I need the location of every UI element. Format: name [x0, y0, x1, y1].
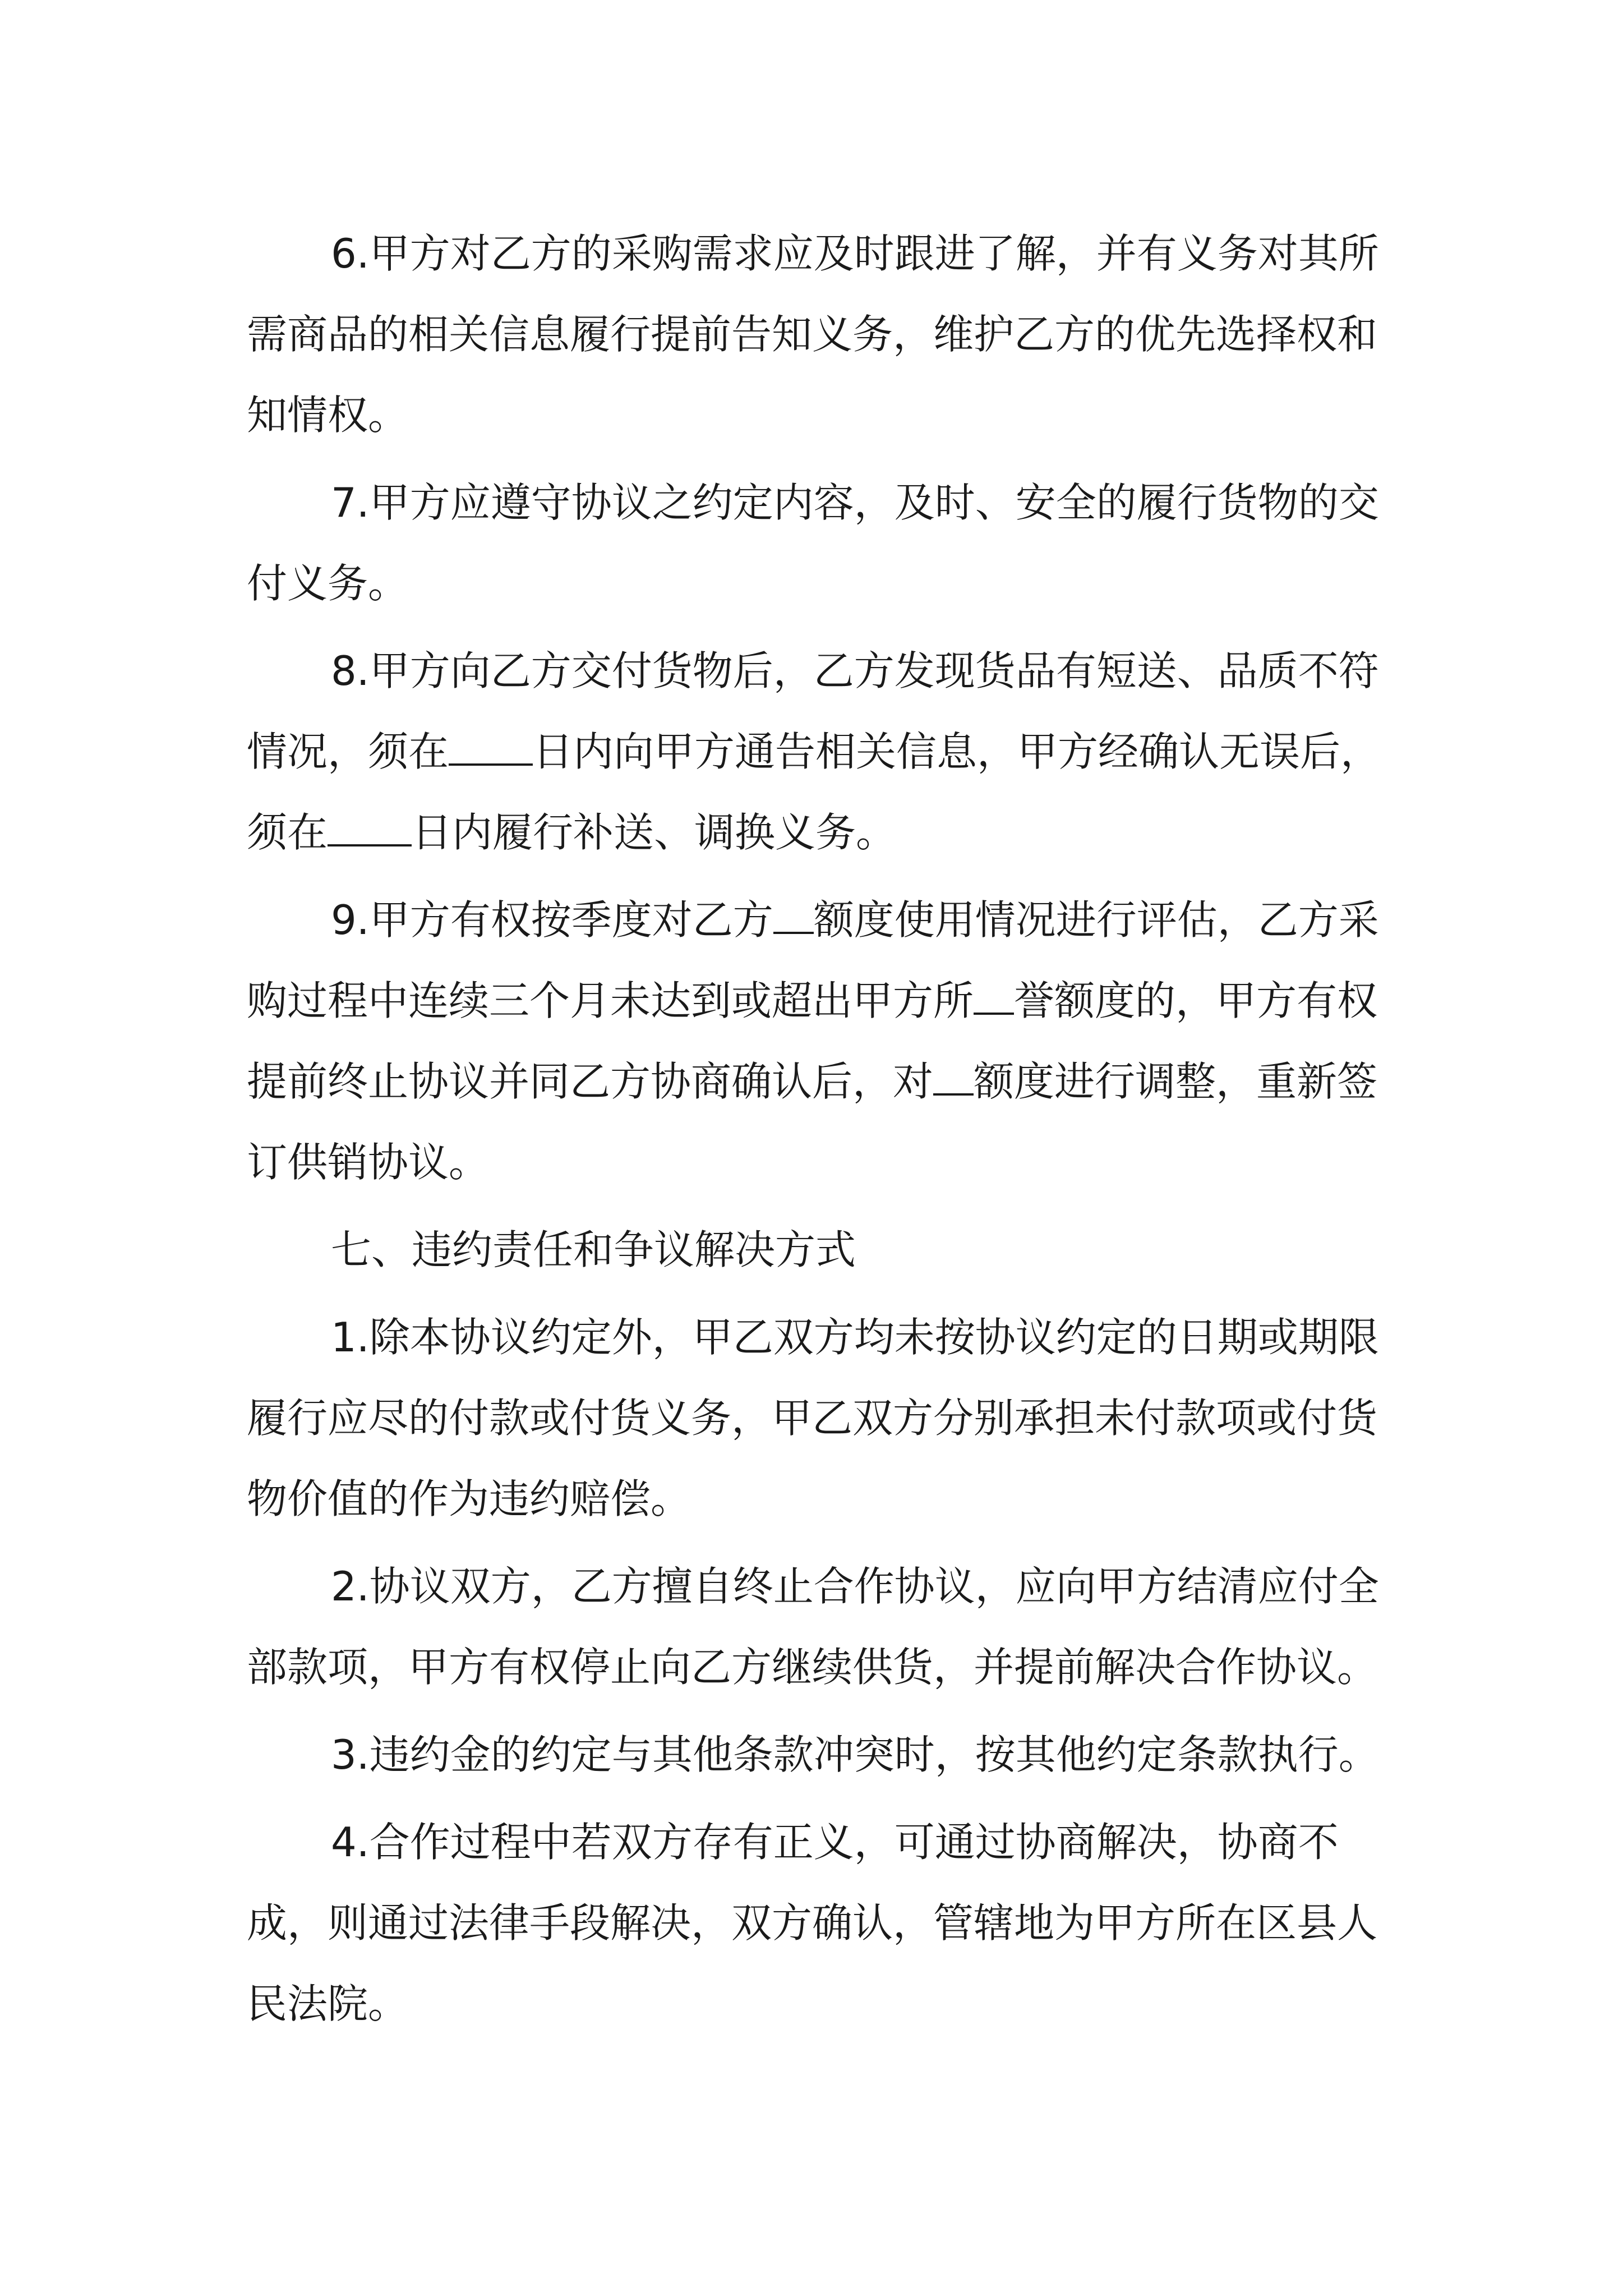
clause-9-text-part-3: 誉额度的，甲方有权提前终止协议并同乙方协商确认后，对 [247, 977, 1378, 1105]
paragraph-section-7-clause-1 [247, 1297, 1391, 1539]
section-7-clause-3-text: 3.违约金的约定与其他条款冲突时，按其他约定条款执行。 [331, 1731, 1379, 1778]
clause-8-text-part-2: 日内向甲方通告相关信息，甲方经确认无误后，须在 [247, 728, 1381, 856]
section-7-clause-4-text: 4.合作过程中若双方存有正义，可通过协商解决，协商不成，则通过法律手段解决，双方确认，管辖地为甲方所在区县人民法院。 [247, 1819, 1378, 2027]
fill-in-blank [933, 1059, 974, 1096]
fill-in-blank [449, 729, 533, 766]
section-7-clause-1-text: 1.除本协议约定外，甲乙双方均未按协议约定的日期或期限履行应尽的付款或付货义务，甲乙双方分别承担未付款项或付货物价值的作为违约赔偿。 [247, 1314, 1379, 1522]
paragraph-clause-8 [247, 631, 1391, 873]
clause-6-text: 6.甲方对乙方的采购需求应及时跟进了解，并有义务对其所需商品的相关信息履行提前告知义务，维护乙方的优先选择权和知情权。 [247, 230, 1379, 439]
fill-in-blank [773, 897, 814, 934]
paragraph-section-7-clause-3 [247, 1714, 1391, 1795]
clause-7-text: 7.甲方应遵守协议之约定内容，及时、安全的履行货物的交付义务。 [247, 479, 1379, 607]
paragraph-section-7-clause-4 [247, 1802, 1391, 2044]
section-7-clause-2-text: 2.协议双方，乙方擅自终止合作协议，应向甲方结清应付全部款项，甲方有权停止向乙方继续供货，并提前解决合作协议。 [247, 1563, 1379, 1691]
paragraph-clause-6 [247, 213, 1391, 455]
paragraph-clause-9 [247, 880, 1391, 1203]
clause-9-text-part-2: 额度使用情况进行评估，乙方采购过程中连续三个月未达到或超出甲方所 [247, 896, 1379, 1024]
section-7-heading-text: 七、违约责任和争议解决方式 [331, 1226, 856, 1273]
clause-9-text-part-4: 额度进行调整，重新签订供销协议。 [247, 1058, 1378, 1186]
document-body [247, 213, 1391, 2044]
clause-9-text-part-1: 9.甲方有权按季度对乙方 [331, 896, 773, 944]
section-heading-breach-liability [247, 1209, 1391, 1290]
clause-8-text-part-3: 日内履行补送、调换义务。 [412, 809, 897, 856]
paragraph-section-7-clause-2 [247, 1546, 1391, 1708]
fill-in-blank [974, 978, 1014, 1015]
clause-8-text-part-1: 8.甲方向乙方交付货物后，乙方发现货品有短送、品质不符情况，须在 [247, 647, 1379, 775]
fill-in-blank [328, 809, 412, 846]
paragraph-clause-7 [247, 462, 1391, 624]
